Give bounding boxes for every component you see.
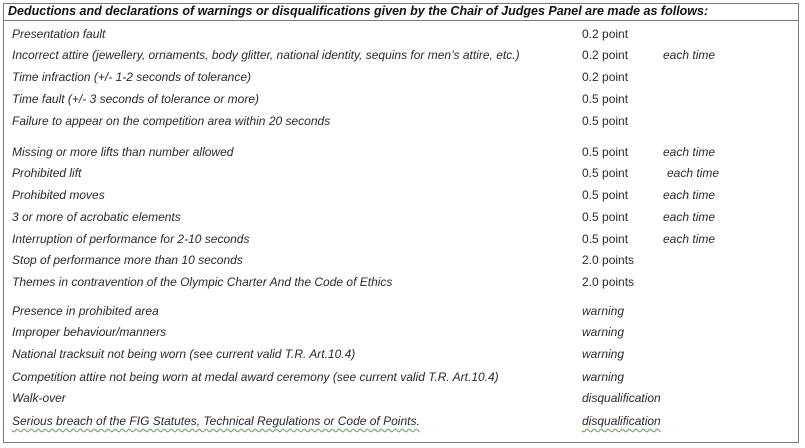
deduction-label: National tracksuit not being worn (see current valid T.R. Art.10.4) (12, 347, 356, 361)
table-row (0, 414, 805, 432)
table-row (0, 92, 805, 110)
deduction-value: 0.2 point (582, 48, 629, 62)
deduction-value: 0.5 point (582, 188, 629, 202)
deduction-label: Presentation fault (12, 27, 106, 41)
deduction-value: 0.5 point (582, 145, 629, 159)
deduction-label: Interruption of performance for 2-10 seconds (12, 232, 250, 246)
heading-divider (3, 20, 799, 21)
deduction-value: 0.2 point (582, 27, 629, 41)
deduction-value: warning (582, 347, 625, 361)
table-row (0, 188, 805, 206)
deduction-value: disqualification (582, 391, 661, 405)
deduction-note: each time (667, 166, 720, 180)
deduction-value: 0.5 point (582, 92, 629, 106)
deduction-note: each time (663, 48, 716, 62)
deduction-label: Improper behaviour/manners (12, 325, 167, 339)
deduction-label: Serious breach of the FIG Statutes, Technical Regulations or Code of Points. (12, 414, 420, 428)
table-row (0, 210, 805, 228)
deduction-label: Missing or more lifts than number allowed (12, 145, 234, 159)
deduction-label: Incorrect attire (jewellery, ornaments, body glitter, national identity, sequins for men’s attire, etc.) (12, 48, 520, 62)
deduction-value: 0.5 point (582, 232, 629, 246)
table-row (0, 48, 805, 66)
deduction-note: each time (663, 232, 716, 246)
table-row (0, 347, 805, 365)
table-row (0, 27, 805, 45)
table-row (0, 145, 805, 163)
table-row (0, 114, 805, 132)
deduction-value: warning (582, 325, 625, 339)
table-row (0, 70, 805, 88)
deduction-label: Time fault (+/- 3 seconds of tolerance or more) (12, 92, 259, 106)
table-row (0, 253, 805, 271)
deduction-label: Presence in prohibited area (12, 304, 159, 318)
deduction-value: 0.2 point (582, 70, 629, 84)
deduction-label: Competition attire not being worn at medal award ceremony (see current valid T.R. Art.10.4) (12, 370, 499, 384)
deduction-label: Prohibited moves (12, 188, 105, 202)
table-heading: Deductions and declarations of warnings or disqualifications given by the Chair of Judges Panel are made as follows: (8, 4, 709, 18)
deduction-label: Themes in contravention of the Olympic Charter And the Code of Ethics (12, 275, 393, 289)
deduction-label: Failure to appear on the competition area within 20 seconds (12, 114, 331, 128)
deduction-label: Prohibited lift (12, 166, 82, 180)
deduction-note: each time (663, 210, 716, 224)
deduction-value: warning (582, 370, 625, 384)
deduction-value: warning (582, 304, 625, 318)
deduction-label: Walk-over (12, 391, 66, 405)
deduction-value: 2.0 points (582, 253, 635, 267)
deduction-label: 3 or more of acrobatic elements (12, 210, 181, 224)
deduction-value: 0.5 point (582, 114, 629, 128)
table-row (0, 166, 805, 184)
deduction-note: each time (663, 188, 716, 202)
table-row (0, 325, 805, 343)
table-row (0, 304, 805, 322)
table-row (0, 370, 805, 388)
deduction-value: 0.5 point (582, 210, 629, 224)
table-row (0, 391, 805, 409)
table-row (0, 275, 805, 293)
table-row (0, 232, 805, 250)
deduction-value: disqualification (582, 414, 661, 428)
deduction-value: 2.0 points (582, 275, 635, 289)
deduction-label: Stop of performance more than 10 seconds (12, 253, 243, 267)
deduction-note: each time (663, 145, 716, 159)
deduction-label: Time infraction (+/- 1-2 seconds of tolerance) (12, 70, 251, 84)
deduction-value: 0.5 point (582, 166, 629, 180)
